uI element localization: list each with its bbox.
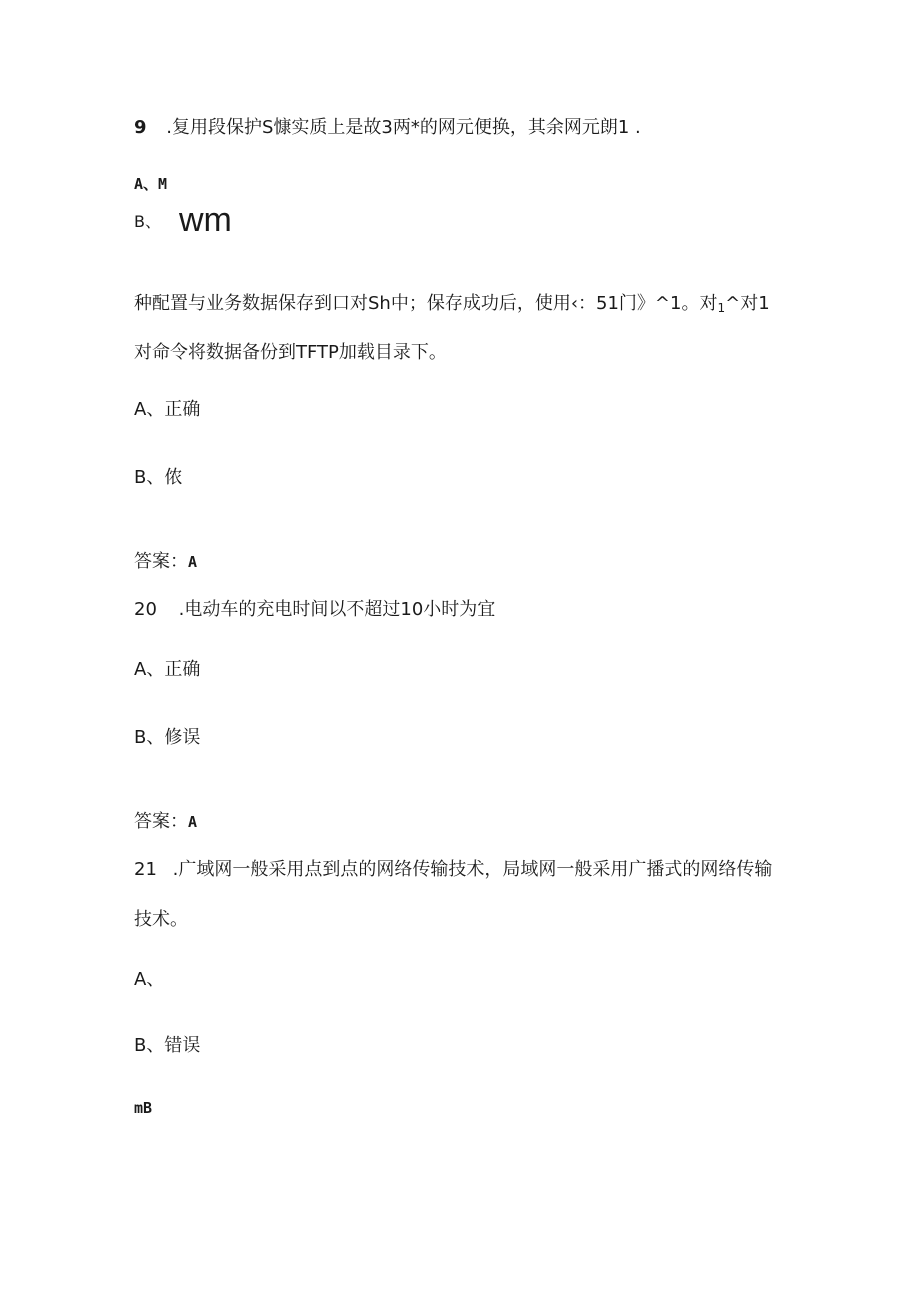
answer-value: A <box>188 813 198 831</box>
question-text: .广域网一般采用点到点的网络传输技术，局域网一般采用广播式的网络传输 <box>172 859 773 880</box>
question-text-line-2: 技术。 <box>134 909 188 930</box>
question-21 <box>134 858 772 882</box>
question-text: .复用段保护S慷实质上是故3两*的网元便换，其余网元朗1 . <box>166 117 641 138</box>
option-b: B、错误 <box>134 1035 201 1056</box>
option-a: A、正确 <box>134 659 201 680</box>
option-b-text: wm <box>178 201 232 239</box>
question-19 <box>134 116 641 140</box>
question-number: 9 <box>134 117 147 138</box>
option-b: B、侬 <box>134 467 183 488</box>
answer-label: 答案： <box>134 551 188 572</box>
option-a: A、M <box>134 175 168 193</box>
question-20 <box>134 598 495 622</box>
answer-label: 答案： <box>134 811 188 832</box>
question-text-line-1: 种配置与业务数据保存到口对Sh中；保存成功后，使用‹：51门》^1。对$_1$^对1 <box>134 293 770 315</box>
option-a: A、正确 <box>134 399 201 420</box>
answer-fragment: mB <box>134 1099 153 1117</box>
option-b: B、 wm <box>134 201 232 239</box>
answer-value: A <box>188 553 198 571</box>
answer <box>134 810 197 834</box>
question-number: 20 <box>134 599 157 620</box>
question-text-line-2: 对命令将数据备份到TFTP加载目录下。 <box>134 342 447 363</box>
option-b: B、修误 <box>134 727 201 748</box>
option-a: A、 <box>134 969 165 990</box>
question-number: 21 <box>134 859 157 880</box>
answer <box>134 550 197 574</box>
question-text: .电动车的充电时间以不超过10小时为宜 <box>178 599 496 620</box>
